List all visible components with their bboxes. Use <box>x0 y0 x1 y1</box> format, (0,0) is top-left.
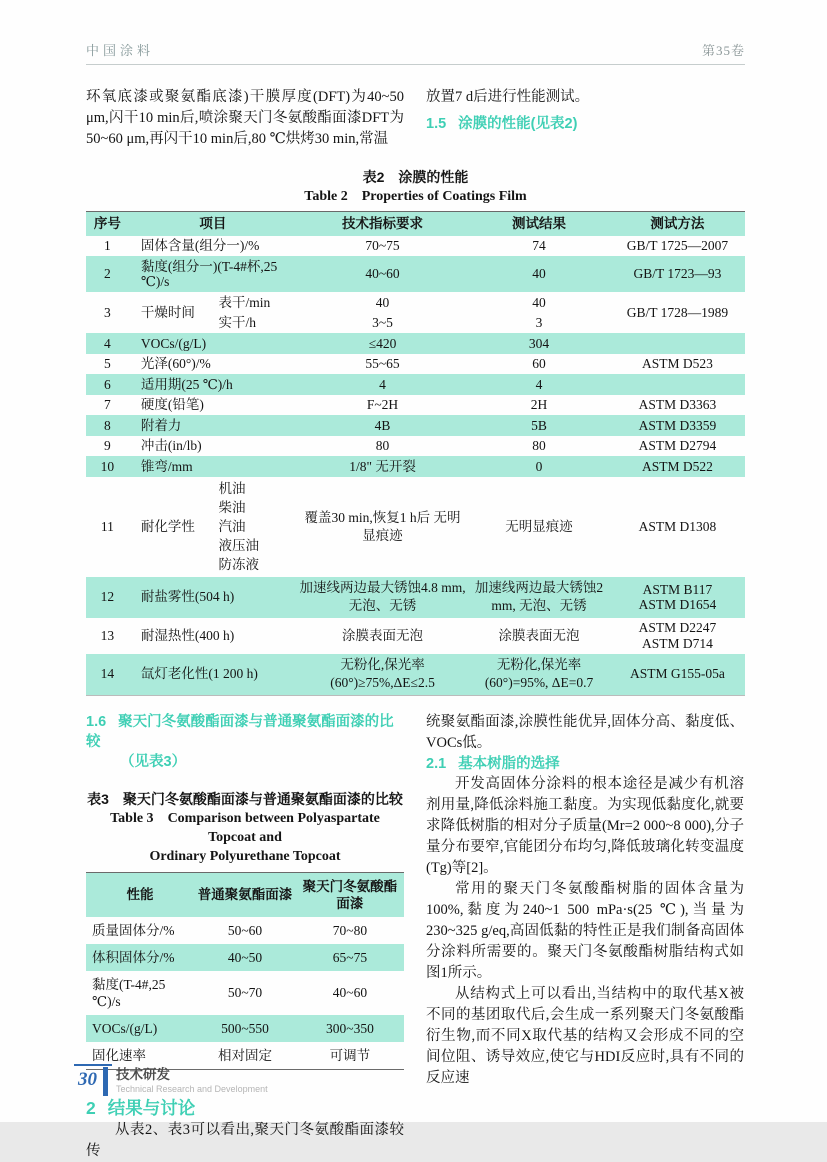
section-title: 涂膜的性能(见表2) <box>458 116 578 132</box>
cell-result: 5B <box>531 417 547 433</box>
table-row <box>86 654 745 696</box>
col-header-spec: 技术指标要求 <box>342 216 424 231</box>
col-header-item: 项目 <box>199 216 227 231</box>
table-row <box>86 436 745 457</box>
cell-property: 体积固体分/% <box>92 949 175 965</box>
cell-item: 适用期(25 ℃)/h <box>140 376 233 392</box>
cell-pu: 500~550 <box>221 1020 269 1036</box>
cell-spec: 40 <box>375 294 390 310</box>
cell-no: 6 <box>104 376 111 392</box>
cell-property: 黏度(T-4#,25 ℃)/s <box>92 976 166 1009</box>
cell-item: 耐盐雾性(504 h) <box>140 589 235 605</box>
cell-method <box>610 374 745 395</box>
table-row <box>86 256 745 292</box>
cell-pa: 70~80 <box>332 922 368 938</box>
cell-spec: 加速线两边最大锈蚀4.8 mm,无泡、无锈 <box>299 580 466 613</box>
table-row <box>86 917 404 944</box>
cell-result: 304 <box>528 335 550 351</box>
intro-left-column <box>86 87 404 150</box>
cell-pa: 可调节 <box>329 1047 371 1063</box>
page-number: 30 <box>78 1069 97 1090</box>
col-header-no: 序号 <box>93 216 121 231</box>
section-title-line1: 聚天门冬氨酸酯面漆与普通聚氨酯面漆的比较 <box>86 713 394 750</box>
cell-item: 干燥时间 <box>140 304 195 320</box>
cell-item: 冲击(in/lb) <box>140 438 202 453</box>
right-paragraph-4: 从结构式上可以看出,当结构中的取代基X被不同的基团取代后,会生成一系列聚天门冬氨酸酯衍生物,而不同X取代基的结构又会形成不同的空间位阻、诱导效应,使它与HDI反应时,具有不同的反应速 <box>426 985 744 1086</box>
table-row <box>86 1015 404 1042</box>
cell-item: 光泽(60°)/% <box>140 356 211 371</box>
table-row <box>86 236 745 257</box>
cell-result: 2H <box>530 397 548 412</box>
table-row <box>86 415 745 436</box>
section-2-1-heading <box>426 754 744 774</box>
page-number-block <box>74 1064 268 1096</box>
cell-method: ASTM B117 ASTM D1654 <box>638 581 717 612</box>
cell-method: GB/T 1723—93 <box>633 266 722 282</box>
col-header-pa: 聚天门冬氨酸酯面漆 <box>302 878 398 911</box>
cell-method: ASTM D2247 ASTM D714 <box>638 620 717 651</box>
cell-result: 40 <box>532 294 546 310</box>
col-header-pu: 普通聚氨酯面漆 <box>197 887 293 902</box>
col-header-property: 性能 <box>126 887 154 902</box>
section-number: 1.5 <box>426 116 447 132</box>
intro-right-paragraph: 放置7 d后进行性能测试。 <box>426 89 590 105</box>
cell-no: 8 <box>104 417 111 433</box>
table-row <box>86 577 745 618</box>
col-header-result: 测试结果 <box>512 216 567 231</box>
cell-result: 无明显痕迹 <box>505 518 573 534</box>
cell-no: 5 <box>104 356 111 371</box>
cell-result: 涂膜表面无泡 <box>498 627 580 643</box>
section-title: 结果与讨论 <box>107 1097 196 1118</box>
right-paragraph-2: 开发高固体分涂料的根本途径是减少有机溶剂用量,降低涂料施工黏度。为实现低黏度化,就要求降低树脂的相对分子质量(Mr=2 000~8 000),分子量分布要窄,官能团分布均匀,降低玻璃化转变温度(Tg)等[2]。 <box>426 775 744 876</box>
cell-method: ASTM D2794 <box>638 438 717 453</box>
volume-label: 第35卷 <box>701 43 745 58</box>
cell-item: 固体含量(组分一)/% <box>140 238 260 253</box>
cell-item: 耐化学性 <box>140 518 195 534</box>
cell-property: 固化速率 <box>92 1047 146 1063</box>
footer-department <box>116 1067 268 1096</box>
journal-title: 中国涂料 <box>86 43 155 58</box>
cell-no: 3 <box>104 304 111 320</box>
cell-item: 黏度(组分一)(T-4#杯,25 ℃)/s <box>140 258 278 289</box>
cell-spec: 4 <box>379 376 386 392</box>
cell-method: ASTM D3359 <box>638 417 717 433</box>
cell-spec: 40~60 <box>365 266 400 282</box>
footer-department-en: Technical Research and Development <box>116 1084 268 1094</box>
cell-method: ASTM D3363 <box>638 397 717 412</box>
table2-header-row <box>86 212 745 236</box>
cell-spec: 80 <box>375 438 390 453</box>
cell-result: 74 <box>532 238 546 253</box>
cell-result: 3 <box>535 315 543 330</box>
cell-spec: 无粉化,保光率 (60°)≥75%,ΔE≤2.5 <box>330 657 435 690</box>
cell-item: 氙灯老化性(1 200 h) <box>140 666 258 682</box>
cell-result: 60 <box>532 356 546 371</box>
table-row <box>86 374 745 395</box>
section-number: 2 <box>86 1097 96 1118</box>
cell-no: 10 <box>100 458 115 474</box>
table-row <box>86 971 404 1015</box>
cell-result: 加速线两边最大锈蚀2 mm, 无泡、无锈 <box>474 580 604 613</box>
cell-pu: 50~60 <box>227 922 263 938</box>
cell-method: ASTM D522 <box>641 458 713 474</box>
cell-subitem-list: 机油 柴油 汽油 液压油 防冻液 <box>218 481 259 572</box>
table3-comparison <box>86 872 404 1070</box>
cell-item: 硬度(铅笔) <box>140 397 204 412</box>
cell-spec: ≤420 <box>368 335 397 351</box>
cell-method: GB/T 1725—2007 <box>626 238 729 253</box>
cell-method <box>610 333 745 354</box>
cell-result: 4 <box>535 376 543 392</box>
cell-spec: 4B <box>374 417 391 433</box>
cell-item: VOCs/(g/L) <box>140 335 207 351</box>
cell-no: 14 <box>100 666 115 682</box>
cell-no: 9 <box>104 438 111 453</box>
cell-pa: 65~75 <box>332 949 368 965</box>
cell-no: 12 <box>100 589 115 605</box>
footer-accent-line <box>74 1064 112 1066</box>
right-paragraph-1: 统聚氨酯面漆,涂膜性能优异,固体分高、黏度低、VOCs低。 <box>426 713 744 751</box>
cell-no: 11 <box>100 518 114 534</box>
footer-department-cn: 技术研发 <box>116 1067 170 1082</box>
cell-no: 2 <box>104 266 111 282</box>
cell-item: 耐湿热性(400 h) <box>140 627 235 643</box>
table2-caption-cn: 表2 涂膜的性能 <box>362 169 469 185</box>
table2-caption-en: Table 2 Properties of Coatings Film <box>304 189 527 204</box>
table-row <box>86 333 745 354</box>
cell-pu: 相对固定 <box>217 1047 272 1063</box>
cell-result: 无粉化,保光率(60°)=95%, ΔE=0.7 <box>484 657 594 690</box>
table-row <box>86 944 404 971</box>
cell-pu: 50~70 <box>227 985 263 1000</box>
running-head <box>86 40 745 65</box>
table3-caption-cn: 表3 聚天门冬氨酸酯面漆与普通聚氨酯面漆的比较 <box>87 790 403 807</box>
lower-right-column <box>426 712 744 1162</box>
cell-spec: 覆盖30 min,恢复1 h后 无明显痕迹 <box>304 509 461 543</box>
intro-right-column <box>426 87 744 150</box>
section-number: 1.6 <box>86 713 107 730</box>
cell-spec: 涂膜表面无泡 <box>342 627 424 643</box>
cell-no: 4 <box>104 335 111 351</box>
section-1-5-heading <box>426 114 744 134</box>
page-footer <box>74 1064 268 1096</box>
col-header-method: 测试方法 <box>650 216 705 231</box>
table3-caption-en-line1: Table 3 Comparison between Polyaspartate Topcoat and <box>110 810 380 845</box>
table3-header-row <box>86 872 404 917</box>
cell-result: 0 <box>535 458 543 474</box>
table-row <box>86 292 745 313</box>
cell-pa: 300~350 <box>326 1020 374 1036</box>
section-1-6-heading-line2: （见表3） <box>120 753 187 770</box>
cell-method: ASTM D1308 <box>638 518 717 534</box>
cell-subitem: 实干/h <box>218 315 256 330</box>
section-number: 2.1 <box>426 755 447 772</box>
cell-spec: 55~65 <box>365 356 400 371</box>
cell-no: 1 <box>104 238 111 253</box>
cell-pu: 40~50 <box>227 949 263 965</box>
table-row <box>86 395 745 416</box>
cell-no: 13 <box>100 627 115 643</box>
table2-properties-of-coatings-film <box>86 211 745 696</box>
table3-caption-en-line2: Ordinary Polyurethane Topcoat <box>149 848 341 864</box>
table-row <box>86 477 745 577</box>
section-2-heading <box>86 1096 404 1120</box>
cell-item: 锥弯/mm <box>140 458 193 474</box>
cell-property: VOCs/(g/L) <box>92 1020 158 1036</box>
cell-method: ASTM G155-05a <box>629 666 725 682</box>
section-1-6-heading <box>86 712 404 752</box>
intro-section <box>86 87 745 150</box>
section-title: 基本树脂的选择 <box>458 755 560 772</box>
cell-spec: F~2H <box>366 397 399 412</box>
table-row <box>86 618 745 654</box>
cell-spec: 70~75 <box>365 238 400 253</box>
cell-spec: 3~5 <box>372 315 393 330</box>
cell-spec: 1/8" 无开裂 <box>349 458 416 474</box>
right-paragraph-3: 常用的聚天门冬氨酸酯树脂的固体含量为100%,黏度为240~1 500 mPa·s(25 ℃),当量为230~325 g/eq,高固低黏的特性正是我们制备高固体分涂料所需要的。聚天门冬氨酸酯树脂结构式如图1所示。 <box>426 880 744 981</box>
cell-item: 附着力 <box>140 417 182 433</box>
table-row <box>86 456 745 477</box>
cell-method: ASTM D523 <box>641 356 713 371</box>
cell-method: GB/T 1728—1989 <box>626 304 729 320</box>
cell-property: 质量固体分/% <box>92 922 175 938</box>
cell-no: 7 <box>104 397 111 412</box>
cell-subitem: 表干/min <box>218 294 271 310</box>
intro-left-paragraph: 环氧底漆或聚氨酯底漆)干膜厚度(DFT)为40~50 μm,闪干10 min后,喷涂聚天门冬氨酸酯面漆DFT为50~60 μm,再闪干10 min后,80 ℃烘烤30 min,常温 <box>86 89 404 147</box>
cell-pa: 40~60 <box>332 985 368 1000</box>
footer-accent-bar <box>103 1067 108 1096</box>
cell-result: 40 <box>532 266 546 282</box>
cell-result: 80 <box>532 438 546 453</box>
table-row <box>86 354 745 375</box>
section-2-paragraph: 从表2、表3可以看出,聚天门冬氨酸酯面漆较传 <box>86 1121 404 1159</box>
